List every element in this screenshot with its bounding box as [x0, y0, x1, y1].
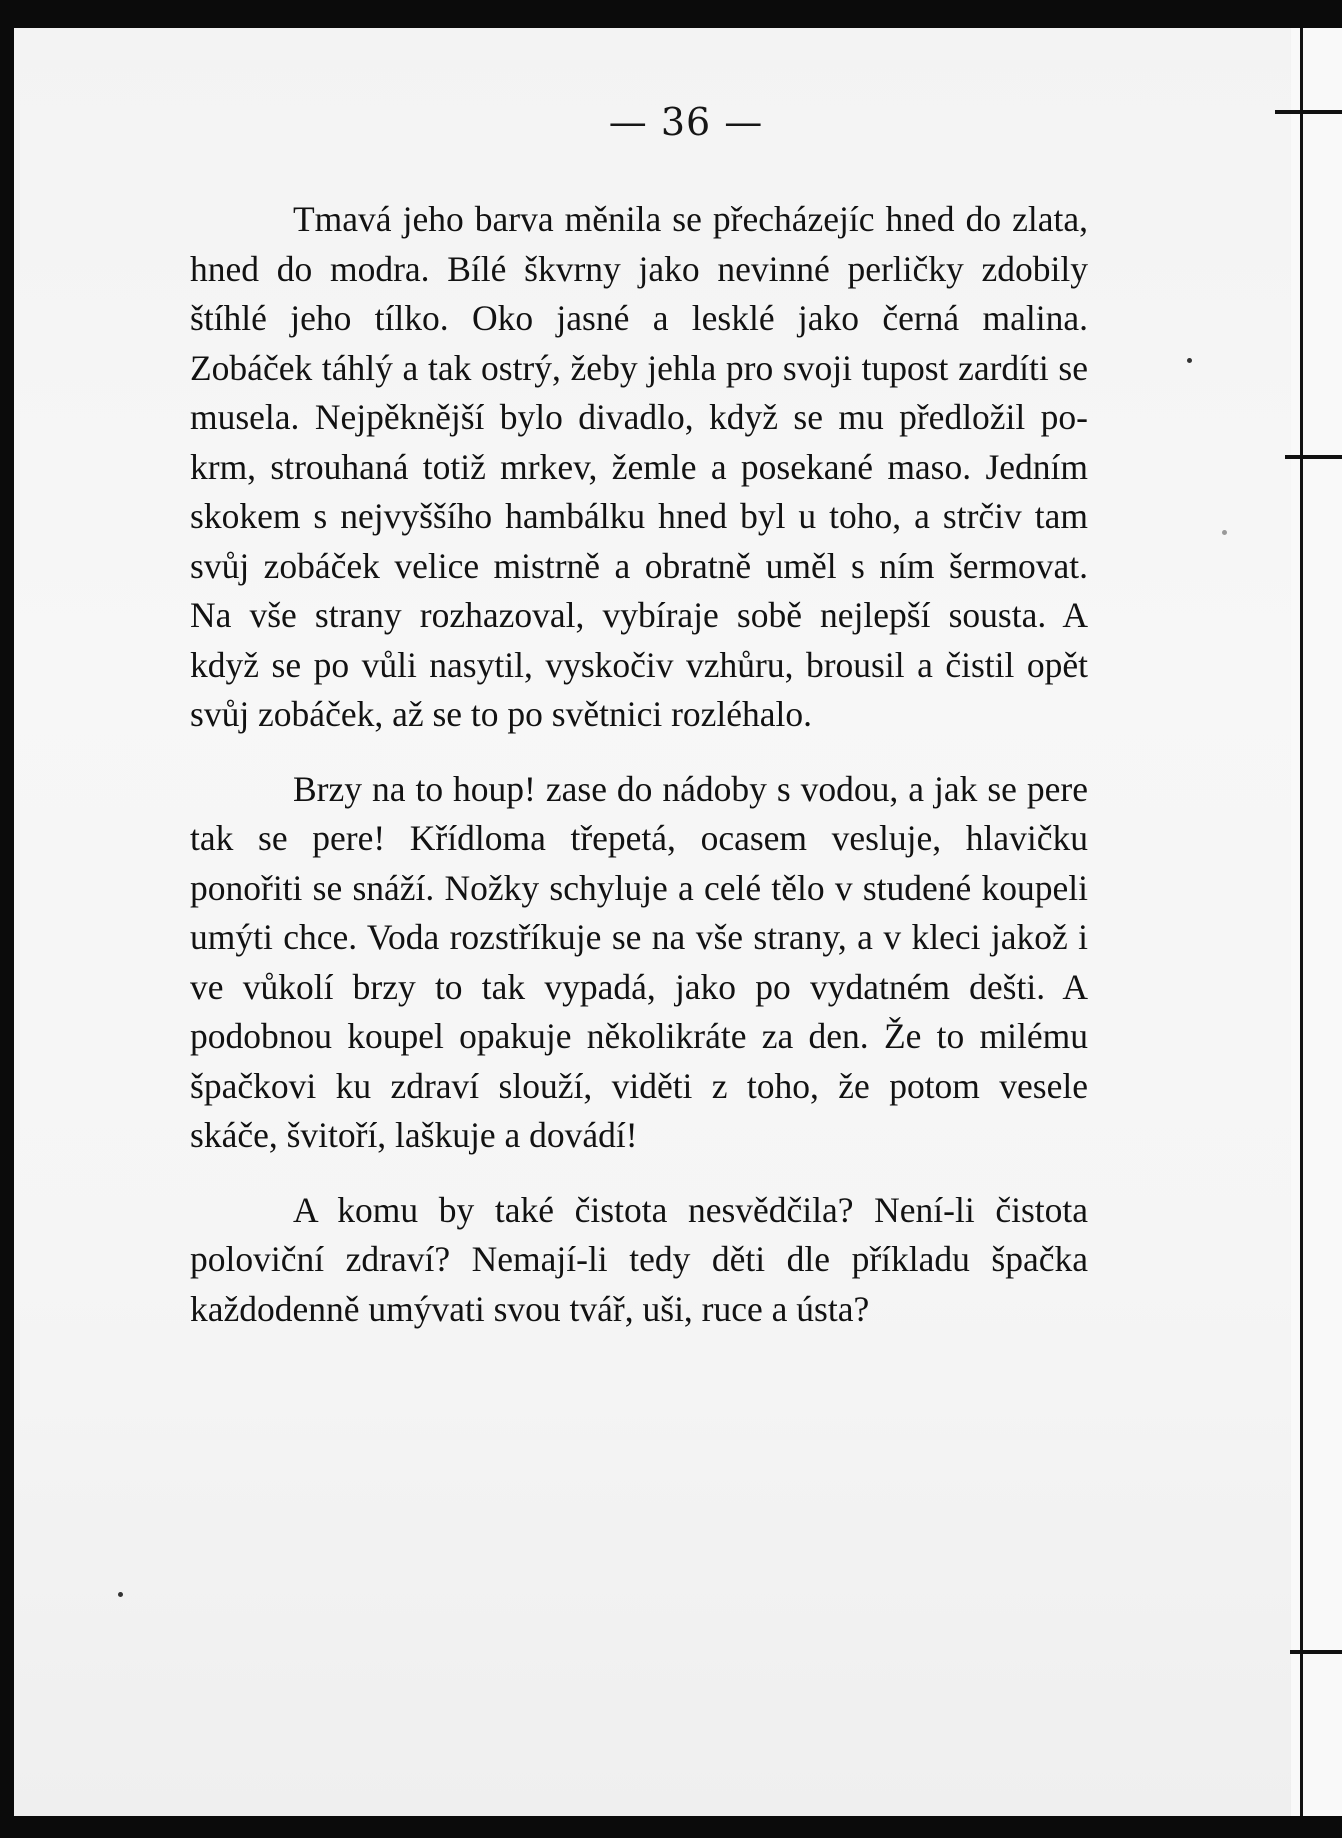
- page-number: — 36 —: [608, 100, 764, 144]
- scan-border-bottom: [0, 1816, 1342, 1838]
- paper-speck: [1187, 358, 1192, 363]
- paper-speck: [1222, 530, 1227, 535]
- paragraph-1: Tmavá jeho barva měnila se přecházejíc hned do zlata, hned do modra. Bílé škvrny jako nevinné perličky zdobily štíhlé jeho tílko. Oko jasné a lesklé jako černá malina. Zobáček táhlý a tak ostrý, žeby jehla pro svoji tupost zardíti se musela. Nejpěknější bylo divadlo, když se mu předložil pokrm, strouhaná totiž mrkev, žemle a posekané maso. Jedním skokem s nejvyššího hambálku hned byl u toho, a strčiv tam svůj zobáček velice mistrně a obratně uměl s ním šermovat. Na vše strany rozhazoval, vybíraje sobě nejlepší sousta. A když se po vůli nasytil, vyskočiv vzhůru, brousil a čistil opět svůj zobáček, až se to po světnici rozléhalo.: [190, 199, 1088, 734]
- paragraph-2: Brzy na to houp! zase do nádoby s vodou, a jak se pere tak se pere! Křídloma třepetá, ocasem vesluje, hlavičku ponořiti se snáží. Nožky schyluje a celé tělo v studené koupeli umýti chce. Voda rozstříkuje se na vše strany, a v kleci jakož i ve vůkolí brzy to tak vypadá, jako po vydatném dešti. A podobnou koupel opakuje několikráte za den. Že to milému špačkovi ku zdraví slouží, viděti z toho, že potom vesele skáče, švitoří, laškuje a dovádí!: [190, 768, 1088, 1155]
- paper-speck: [118, 1592, 123, 1597]
- gutter-edge-line: [1300, 28, 1303, 1816]
- binding-mark: [1290, 1650, 1342, 1654]
- binding-mark: [1285, 455, 1342, 459]
- book-gutter: [1291, 28, 1342, 1816]
- scan-border-top: [0, 0, 1342, 28]
- paragraph-3: A komu by také čistota nesvědčila? Není-li čistota poloviční zdraví? Nemají-li tedy děti dle příkladu špačka každodenně umývati svou tvář, uši, ruce a ústa?: [190, 1189, 1088, 1329]
- body-text: [190, 195, 1088, 1359]
- scan-border-left: [0, 0, 14, 1838]
